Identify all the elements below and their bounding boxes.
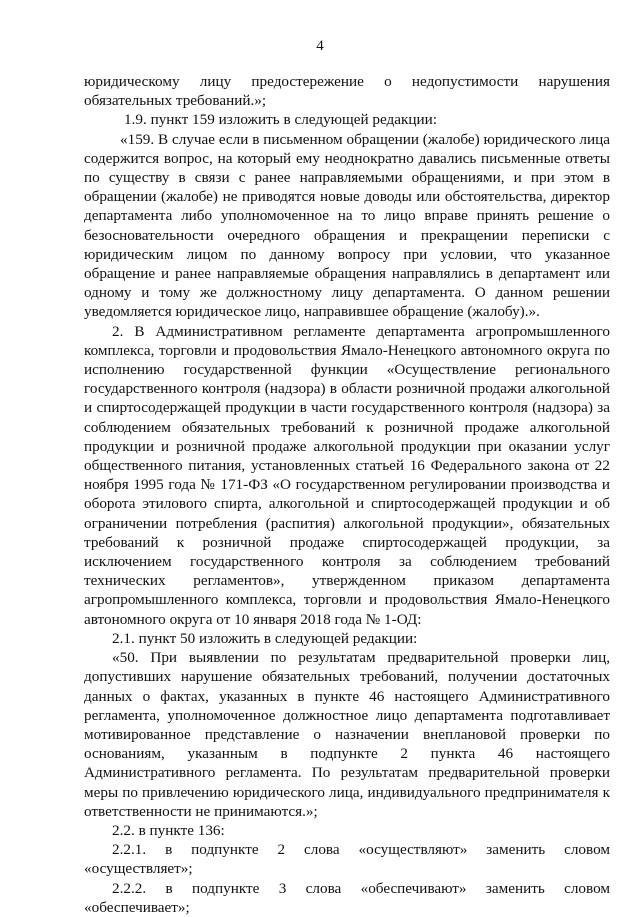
page-number: 4 (316, 38, 324, 54)
paragraph-item-2-2: 2.2. в пункте 136: (112, 821, 225, 839)
paragraph-clause-50: «50. При выявлении по результатам предварительной проверки лиц, допустивших нарушение обязательных требований, получении достаточных данных о фактах, указанных в пункте 46 настоящего Административного регламента, уполномоченное должностное лицо департамента подготавливает мотивированное представление о назначении внеплановой проверки по основаниям, указанным в подпункте 2 пункта 46 настоящего Административного регламента. По результатам предварительной проверки меры по привлечению юридического лица, индивидуального предпринимателя к ответственности не принимаются.»; (84, 649, 610, 820)
document-body (84, 72, 610, 917)
paragraph-item-2-2-1: 2.2.1. в подпункте 2 слова «осуществляют» заменить словом «осуществляет»; (84, 841, 610, 878)
paragraph-item-2: 2. В Административном регламенте департамента агропромышленного комплекса, торговли и продовольствия Ямало-Ненецкого автономного округа по исполнению государственной функции «Осуществление регионального государственного контроля (надзора) в области розничной продажи алкогольной и спиртосодержащей продукции в части государственного контроля (надзора) за соблюдением обязательных требований к розничной продаже алкогольной продукции и розничной продаже алкогольной продукции при оказании услуг общественного питания, установленных статьей 16 Федерального закона от 22 ноября 1995 года № 171-ФЗ «О государственном регулировании производства и оборота этилового спирта, алкогольной и спиртосодержащей продукции и об ограничении потребления (распития) алкогольной продукции», обязательных требований к розничной продаже спиртосодержащей продукции, за исключением государственного контроля за соблюдением требований технических регламентов», утвержденном приказом департамента агропромышленного комплекса, торговли и продовольствия Ямало-Ненецкого автономного округа от 10 января 2018 года № 1-ОД: (84, 322, 610, 628)
paragraph-item-2-1: 2.1. пункт 50 изложить в следующей редакции: (112, 629, 418, 647)
paragraph-clause-159: «159. В случае если в письменном обращении (жалобе) юридического лица содержится вопрос, на который ему неоднократно давались письменные ответы по существу в связи с ранее направляемыми обращениями, и при этом в обращении (жалобе) не приводятся новые доводы или обстоятельства, директор департамента либо уполномоченное на то лицо вправе принять решение о безосновательности очередного обращения и прекращении переписки с юридическим лицом по данному вопросу при условии, что указанное обращение и ранее направляемые обращения направлялись в департамент или одному и тому же должностному лицу департамента. О данном решении уведомляется юридическое лицо, направившее обращение (жалобу).». (84, 130, 610, 321)
paragraph-item-2-2-2: 2.2.2. в подпункте 3 слова «обеспечивают» заменить словом «обеспечивает»; (84, 879, 610, 916)
paragraph-item-1-9: 1.9. пункт 159 изложить в следующей редакции: (124, 111, 437, 129)
paragraph-continuation: юридическому лицу предостережение о недопустимости нарушения обязательных требований.»; (84, 73, 610, 110)
